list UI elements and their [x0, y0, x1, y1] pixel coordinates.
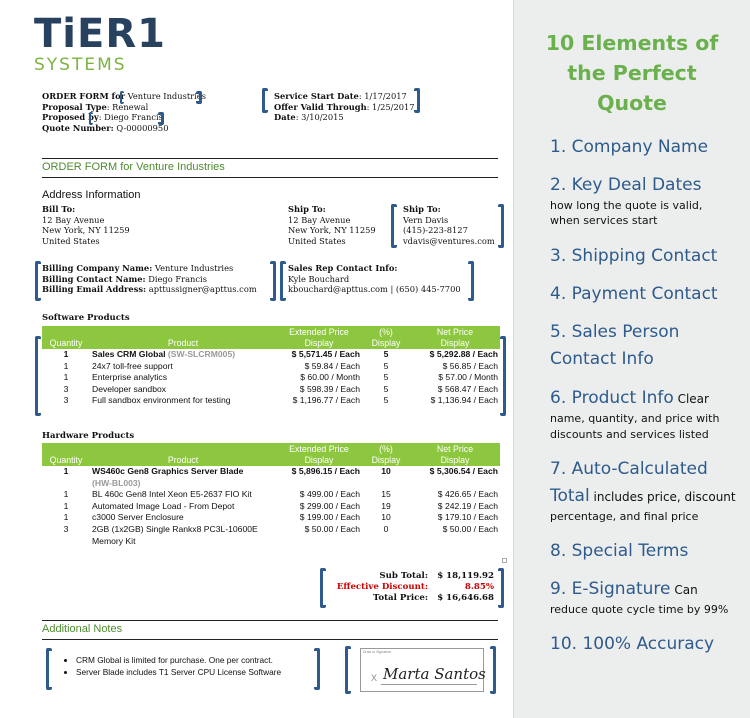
element-product-info-desc2: discounts and services listed [550, 428, 709, 441]
signature-caption: Draw or Signature [363, 650, 392, 654]
table-row: 3 2GB (1x2GB) Single Rankx8 PC3L-10600E Memory Kit $ 50.00 / Each 0 $ 50.00 / Each [63, 523, 498, 546]
total-label: Total Price: [372, 593, 428, 603]
sales-rep-name: Kyle Bouchard [288, 273, 350, 284]
order-form-label: ORDER FORM for [42, 91, 125, 101]
element-product-info: 6. Product Info Clear [550, 388, 709, 408]
shipping-contact-email: vdavis@ventures.com [403, 235, 495, 246]
sales-rep-block [288, 263, 461, 295]
bill-to-label: Bill To: [42, 204, 76, 214]
table-row: 1 Sales CRM Global (SW-SLCRM005) $ 5,571.45 / Each 5 $ 5,292.88 / Each [63, 349, 498, 359]
bill-to-block [42, 204, 130, 246]
hardware-products-title: Hardware Products [42, 431, 135, 441]
col-product: Product [90, 443, 276, 466]
address-info-title: Address Information [42, 189, 141, 201]
element-accuracy: 10. 100% Accuracy [550, 634, 715, 654]
billing-bracket-right [270, 261, 276, 301]
order-form-company: Venture Industries [125, 91, 206, 101]
col-extended-price: Extended Price Display [276, 326, 362, 349]
billing-email-label: Billing Email Address: [42, 284, 147, 294]
proposer-bracket-right [158, 112, 164, 125]
billing-email-value: apttussigner@apttus.com [146, 284, 257, 294]
element-sales-person: 5. Sales Person [550, 322, 680, 342]
date-value: : 3/10/2015 [295, 112, 344, 122]
quote-number-value: Q-00000950 [113, 122, 169, 133]
billing-company-value: Venture Industries [152, 263, 234, 273]
table-header-row [42, 326, 500, 349]
bill-to-street: 12 Bay Avenue [42, 214, 105, 225]
ship-to-label: Ship To: [288, 204, 326, 214]
shipping-contact-name: Vern Davis [403, 214, 449, 225]
quote-number-label: Quote Number: [42, 122, 114, 133]
element-shipping-contact: 3. Shipping Contact [550, 246, 718, 266]
discount-label: Effective Discount: [336, 582, 428, 592]
totals-block [336, 571, 494, 604]
col-net-price: Net Price Display [410, 443, 500, 466]
order-header-right [274, 91, 415, 123]
dates-bracket-right [414, 88, 420, 113]
additional-notes-title: Additional Notes [42, 623, 123, 635]
totals-bracket-right [498, 568, 504, 608]
sales-rep-label: Sales Rep Contact Info: [288, 263, 398, 273]
shipping-contact-label: Ship To: [403, 204, 441, 214]
signature-line [381, 684, 477, 685]
date-label: Date [274, 112, 296, 122]
table-row: 3 Developer sandbox $ 598.39 / Each 5 $ 568.47 / Each [63, 383, 498, 394]
col-discount-pct: (%) Display [362, 443, 410, 466]
subtotal-label: Sub Total: [379, 571, 428, 581]
col-extended-price: Extended Price Display [276, 443, 362, 466]
software-products-table [42, 326, 500, 407]
element-key-deal-dates: 2. Key Deal Dates [550, 175, 702, 195]
e-signature-box[interactable] [360, 648, 484, 692]
ship-to-country: United States [288, 235, 346, 246]
billing-contact-value: Diego Francis [145, 273, 207, 284]
billing-block [42, 263, 257, 295]
proposed-by-value: : Diego Francis [98, 112, 163, 122]
offer-valid-value: : 1/25/2017 [366, 101, 415, 112]
list-item: • Server Blade includes T1 Server CPU License Software [76, 666, 281, 678]
subtotal-value: $ 18,119.92 [437, 571, 494, 581]
element-key-deal-dates-desc2: when services start [550, 214, 658, 227]
total-value: $ 16,646.68 [437, 593, 494, 603]
title-rule-top [42, 158, 498, 159]
billing-bracket-left [35, 261, 41, 301]
signature-bracket-right [490, 646, 496, 694]
element-sales-person-line2: Contact Info [550, 349, 654, 369]
quote-elements-panel [514, 0, 750, 718]
discount-value: 8.85% [464, 582, 494, 592]
element-payment-contact: 4. Payment Contact [550, 284, 718, 304]
order-form-title: ORDER FORM for Venture Industries [42, 161, 225, 173]
table-row: 1 Enterprise analytics $ 60.00 / Month 5 $ 57.00 / Month [63, 372, 498, 383]
resize-handle [502, 558, 507, 563]
company-name-bracket-left [120, 91, 124, 104]
bill-to-country: United States [42, 235, 100, 246]
sales-rep-bracket-left [280, 261, 286, 301]
element-auto-calculated-line2: Total includes price, discount [550, 486, 736, 506]
hardware-products-table [42, 443, 500, 547]
col-quantity: Quantity [42, 326, 90, 349]
service-start-value: : 1/17/2017 [358, 91, 407, 101]
billing-contact-label: Billing Contact Name: [42, 273, 146, 284]
title-rule-bottom [42, 177, 498, 178]
sales-rep-contact: kbouchard@apttus.com | (650) 445-7700 [288, 284, 461, 294]
sales-rep-bracket-right [468, 261, 474, 301]
element-auto-calculated-desc: percentage, and final price [550, 510, 699, 523]
company-name-bracket-right [196, 91, 202, 104]
signature-bracket-left [345, 646, 351, 694]
software-bracket-left [35, 336, 41, 416]
signature-x-mark: X [371, 673, 378, 683]
service-start-label: Service Start Date [274, 91, 359, 101]
table-row: 1 c3000 Server Enclosure $ 199.00 / Each 10 $ 179.10 / Each [63, 512, 498, 523]
proposer-bracket-left [89, 112, 93, 125]
totals-bracket-left [320, 568, 326, 608]
notes-rule-bottom [42, 639, 498, 640]
col-discount-pct: (%) Display [362, 326, 410, 349]
software-products-title: Software Products [42, 313, 130, 323]
billing-company-label: Billing Company Name: [42, 263, 153, 273]
dates-bracket-left [262, 88, 268, 113]
offer-valid-label: Offer Valid Through [274, 101, 367, 112]
table-row: 1 24x7 toll-free support $ 59.84 / Each 5 $ 56.85 / Each [63, 360, 498, 371]
proposal-type-label: Proposal Type [42, 101, 107, 112]
element-key-deal-dates-desc1: how long the quote is valid, [550, 199, 703, 212]
signature-scrawl: Marta Santos [383, 665, 486, 683]
table-row: 1 Automated Image Load - From Depot $ 299.00 / Each 19 $ 242.19 / Each [63, 500, 498, 511]
element-e-signature-desc: reduce quote cycle time by 99% [550, 603, 729, 616]
table-row: 1 BL 460c Gen8 Intel Xeon E5-2637 FIO Kit $ 499.00 / Each 15 $ 426.65 / Each [63, 489, 498, 500]
element-e-signature: 9. E-Signature Can [550, 579, 698, 599]
shipping-bracket-right [498, 204, 504, 248]
col-net-price: Net Price Display [410, 326, 500, 349]
shipping-contact-phone: (415)-223-8127 [403, 225, 468, 235]
panel-title: 10 Elements of the Perfect Quote [545, 31, 719, 115]
ship-to-street: 12 Bay Avenue [288, 214, 351, 225]
ship-to-city: New York, NY 11259 [288, 225, 376, 235]
notes-list [58, 654, 281, 678]
tier1-logo [34, 11, 166, 75]
notes-rule-top [42, 620, 498, 621]
software-bracket-right [500, 336, 506, 416]
element-special-terms: 8. Special Terms [550, 541, 689, 561]
element-product-info-desc1: name, quantity, and price with [550, 412, 720, 425]
proposal-type-value: : Renewal [106, 101, 149, 112]
element-auto-calculated: 7. Auto-Calculated [550, 459, 708, 479]
ship-to-block [288, 204, 376, 246]
logo-wordmark: TiER1 [34, 11, 166, 57]
col-product: Product [90, 326, 276, 349]
element-company-name: 1. Company Name [550, 137, 709, 157]
logo-subtitle: SYSTEMS [34, 55, 127, 75]
bill-to-city: New York, NY 11259 [42, 225, 130, 235]
shipping-bracket-left [391, 204, 397, 248]
notes-bracket-left [46, 648, 52, 690]
col-quantity: Quantity [42, 443, 90, 466]
list-item: • CRM Global is limited for purchase. One per contract. [76, 654, 281, 666]
notes-bracket-right [314, 648, 320, 690]
shipping-contact-block [403, 204, 495, 246]
table-row: 3 Full sandbox environment for testing $ 1,196.77 / Each 5 $ 1,136.94 / Each [63, 395, 498, 406]
table-header-row [42, 443, 500, 466]
proposed-by-label: Proposed by [42, 112, 99, 122]
table-row: 1 WS460c Gen8 Graphics Server Blade (HW-BL003) $ 5,896.15 / Each 10 $ 5,306.54 / Each [63, 466, 498, 488]
